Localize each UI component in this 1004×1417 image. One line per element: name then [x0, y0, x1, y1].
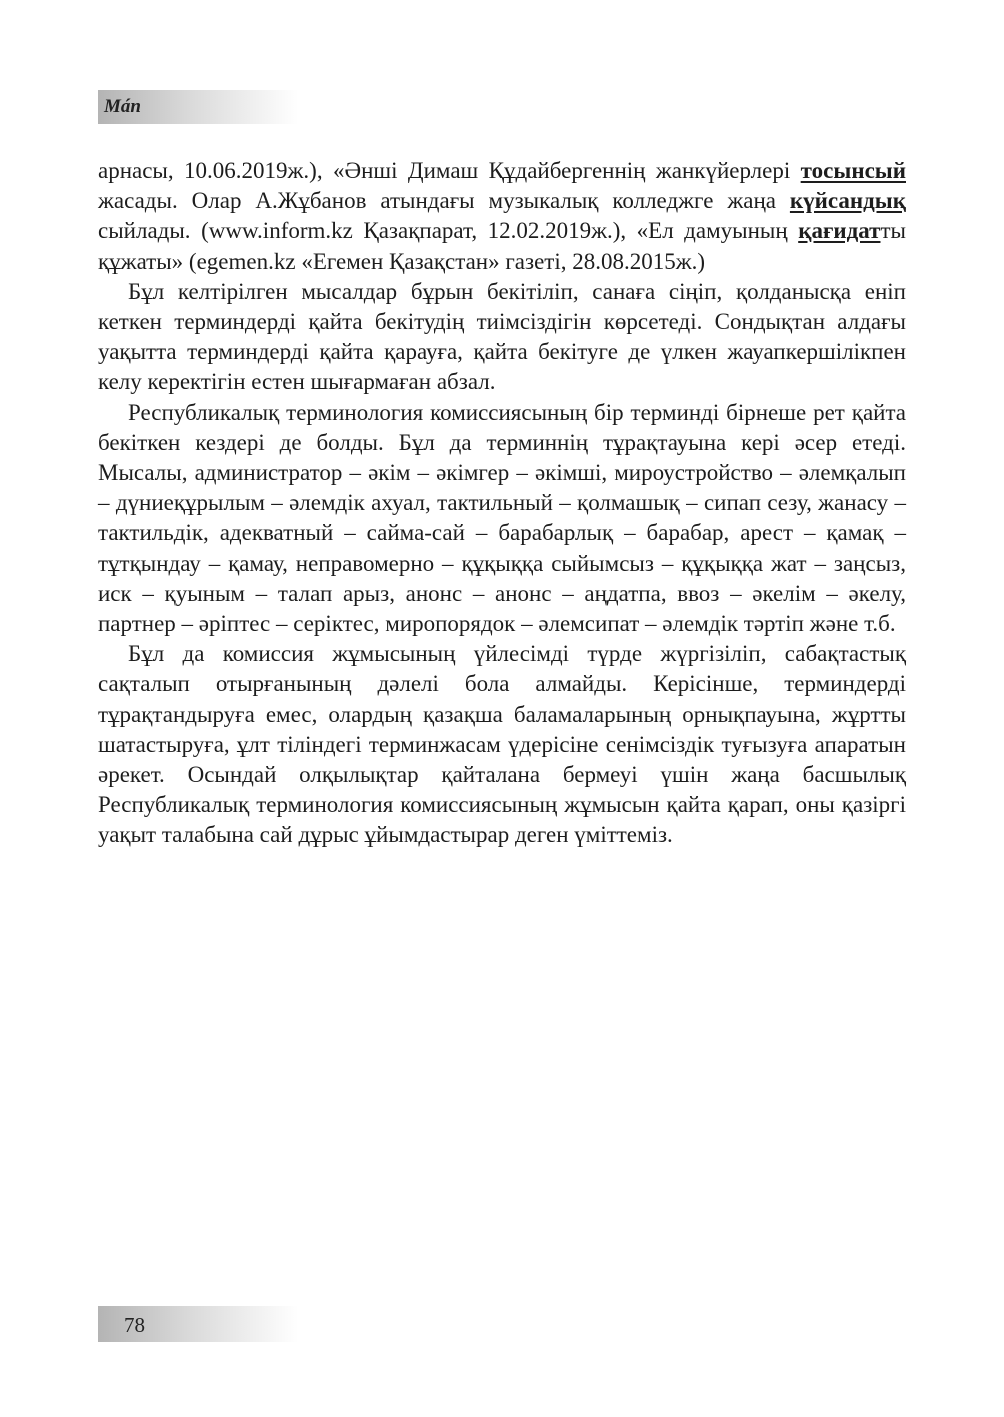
highlighted-term: қағидат [798, 218, 881, 244]
paragraph: Республикалық терминология комиссиясының бір терминді бірнеше рет қайта бекіткен кездері де болды. Бұл да терминнің тұрақтауына кері әсер етеді. Мысалы, администратор – әкім – әкімгер – әкімші, мироустройство – әлемқалып – дүниеқұрылым – әлемдік ахуал, тактильный – қолмашық – сипап сезу, жанасу – тактильдік, адекватный – сайма-сай – барабарлық – барабар, арест – қамақ – тұтқындау – қамау, неправомерно – құқыққа сыйымсыз – құқыққа жат – заңсыз, иск – қуыным – талап арыз, анонс – анонс – аңдатпа, ввоз – әкелім – әкелу, партнер – әріптес – серіктес, миропорядок – әлемсипат – әлемдік тәртіп және т.б. [98, 399, 906, 637]
paragraph: Бұл келтірілген мысалдар бұрын бекітіліп, санаға сіңіп, қолданысқа еніп кеткен терминдерді қайта бекітудің тиімсіздігін көрсетеді. Сондықтан алдағы уақытта терминдерді қайта қарауға, қайта бекітуге де үлкен жауапкершілікпен келу керектігін естен шығармаған абзал. [98, 278, 906, 395]
paragraph-continued [98, 156, 906, 277]
highlighted-term: күйсандық [789, 188, 906, 214]
page-number: 78 [124, 1313, 145, 1337]
text-segment: жасады. Олар А.Жұбанов атындағы музыкалық колледжге жаңа [98, 188, 790, 214]
running-header-title: Мáп [104, 96, 141, 117]
text-segment: сыйлады. (www.inform.kz Қазақпарат, 12.02.2019ж.), «Ел дамуының [98, 218, 799, 244]
highlighted-term: тосынсый [800, 158, 906, 183]
paragraph: Бұл да комиссия жұмысының үйлесімді түрде жүргізіліп, сабақтастық сақталып отырғанының дәлелі бола алмайды. Керісінше, терминдерді тұрақтандыруға емес, олардың қазақша баламаларының орнықпауына, жұртты шатастыруға, ұлт тіліндегі терминжасам үдерісіне сенімсіздік туғызуға апаратын әрекет. Осындай олқылықтар қайталана бермеуі үшін жаңа басшылық Республикалық терминология комиссиясының жұмысын қайта қарап, оны қазіргі уақыт талабына сай дұрыс ұйымдастырар деген үміттеміз. [98, 641, 906, 848]
body-text [98, 156, 906, 851]
text-segment: ты құжаты» (egemen.kz «Егемен Қазақстан» газеті, 28.08.2015ж.) [98, 218, 906, 274]
text-segment: арнасы, 10.06.2019ж.), «Әнші Димаш Құдайбергеннің жанкүйерлері [98, 158, 801, 183]
